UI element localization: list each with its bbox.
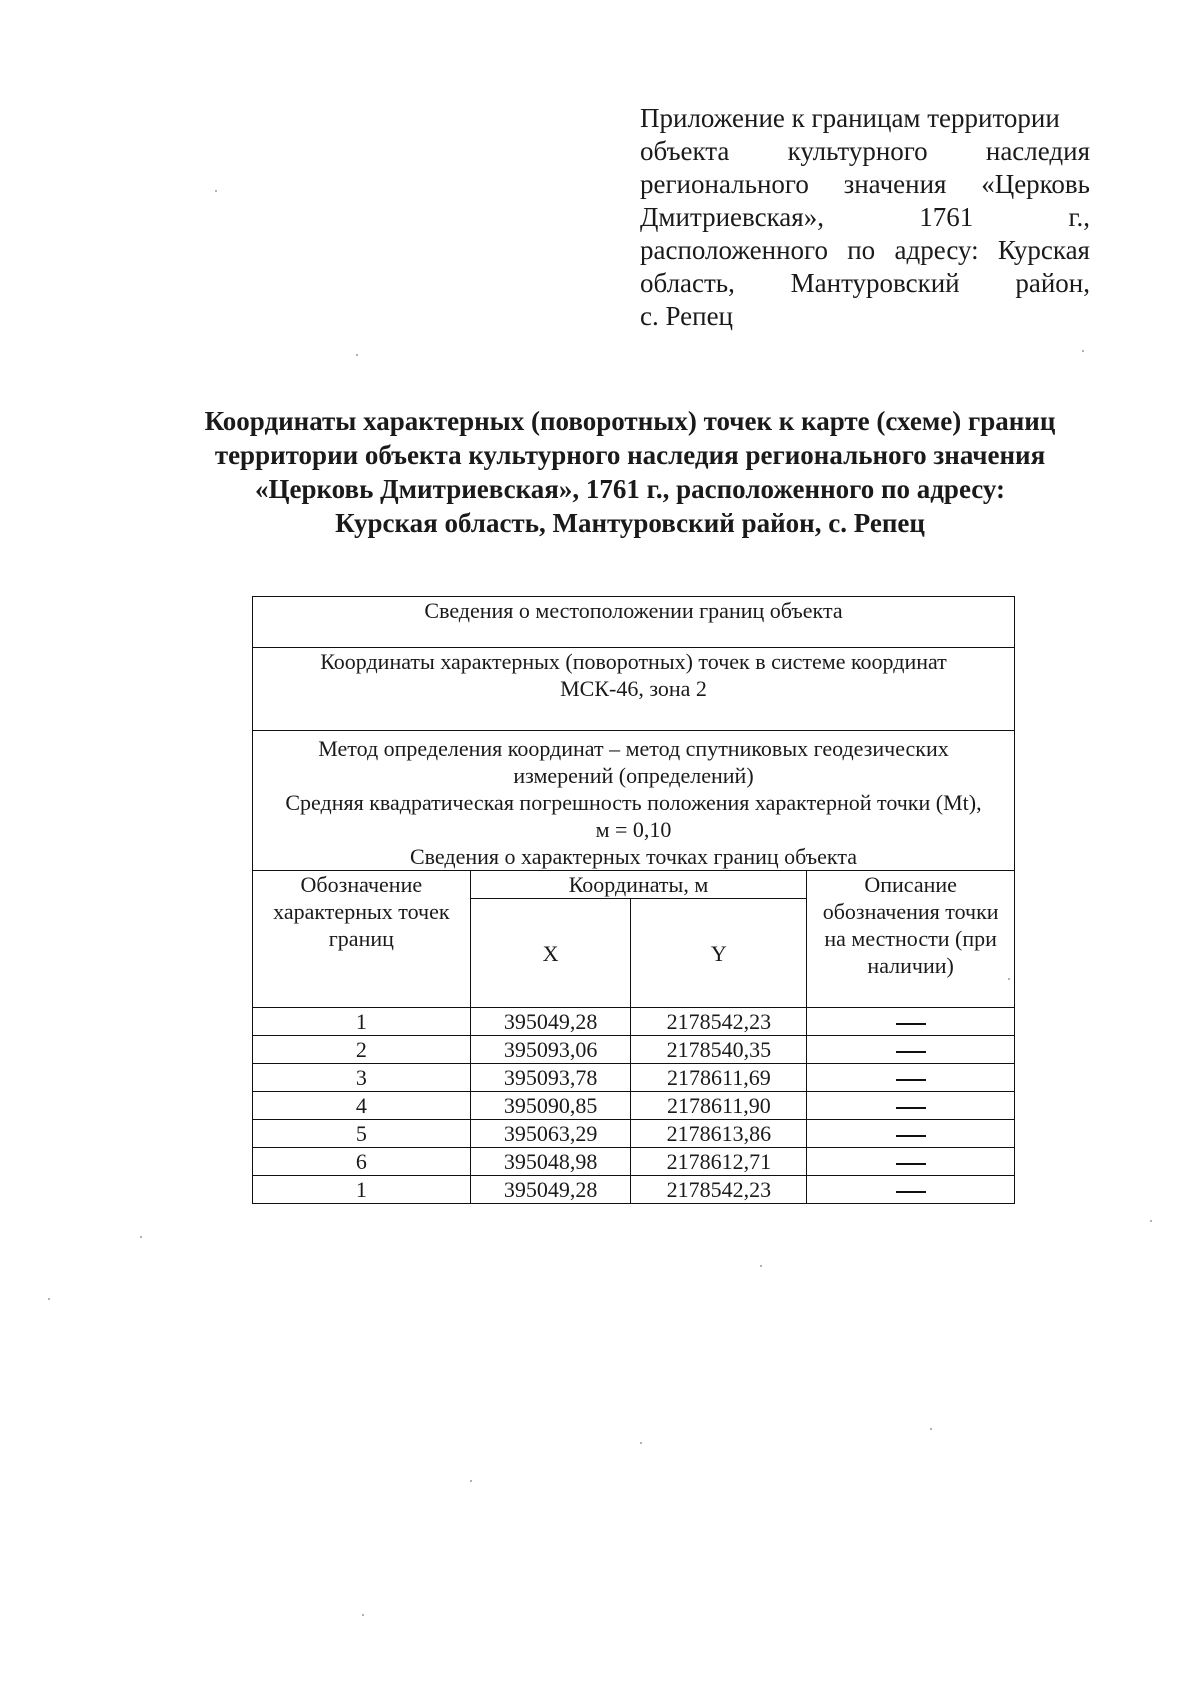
annex-word: объекта bbox=[640, 136, 730, 166]
annex-line bbox=[640, 168, 1090, 201]
accuracy-line: Средняя квадратическая погрешность положения характерной точки (Mt), м = 0,10 bbox=[285, 790, 982, 842]
annex-word: 1761 bbox=[919, 202, 974, 232]
annex-line: с. Репец bbox=[640, 301, 734, 331]
dash-mark bbox=[896, 1079, 926, 1081]
points-info-line: Сведения о характерных точках границ объекта bbox=[410, 844, 857, 869]
annex-word: Курская bbox=[997, 235, 1090, 265]
dash-mark bbox=[896, 1023, 926, 1025]
cell-y: 2178612,71 bbox=[631, 1148, 807, 1176]
cell-point: 4 bbox=[253, 1092, 471, 1120]
cell-y: 2178542,23 bbox=[631, 1008, 807, 1036]
section-header-cell: Сведения о местоположении границ объекта bbox=[253, 597, 1015, 648]
cell-point: 5 bbox=[253, 1120, 471, 1148]
cell-y: 2178613,86 bbox=[631, 1120, 807, 1148]
table-row bbox=[253, 1148, 1015, 1176]
table-row bbox=[253, 1036, 1015, 1064]
cell-desc bbox=[807, 1120, 1015, 1148]
table-row bbox=[253, 1120, 1015, 1148]
coordinates-table bbox=[252, 596, 1015, 1204]
annex-word: наследия bbox=[985, 136, 1090, 166]
title-line: «Церковь Дмитриевская», 1761 г., расположенного по адресу: bbox=[254, 474, 1006, 504]
annex-line bbox=[640, 267, 1090, 300]
annex-word: Дмитриевская», bbox=[640, 202, 824, 232]
annex-word: адресу: bbox=[894, 235, 979, 265]
annex-word: по bbox=[847, 235, 876, 265]
annex-block bbox=[640, 102, 1090, 333]
annex-word: регионального bbox=[640, 169, 809, 199]
cell-desc bbox=[807, 1036, 1015, 1064]
annex-word: культурного bbox=[787, 136, 928, 166]
annex-word: область, bbox=[640, 268, 735, 298]
annex-word: Мантуровский bbox=[790, 268, 960, 298]
table-row bbox=[253, 1064, 1015, 1092]
cell-desc bbox=[807, 1064, 1015, 1092]
dash-mark bbox=[896, 1107, 926, 1109]
cell-y: 2178542,23 bbox=[631, 1176, 807, 1204]
title-line: Курская область, Мантуровский район, с. Репец bbox=[335, 508, 925, 538]
method-cell bbox=[253, 731, 1015, 871]
cell-point: 3 bbox=[253, 1064, 471, 1092]
cell-desc bbox=[807, 1092, 1015, 1120]
annex-word: район, bbox=[1015, 268, 1090, 298]
col-header-desc: Описание обозначения точки на местности (при наличии) bbox=[807, 871, 1015, 1008]
col-header-x: X bbox=[470, 899, 631, 1008]
cell-point: 2 bbox=[253, 1036, 471, 1064]
dash-mark bbox=[896, 1163, 926, 1165]
col-header-point: Обозначение характерных точек границ bbox=[253, 871, 471, 1008]
cell-x: 395093,78 bbox=[470, 1064, 631, 1092]
cell-point: 1 bbox=[253, 1176, 471, 1204]
annex-line: Приложение к границам территории bbox=[640, 103, 1060, 133]
cell-desc bbox=[807, 1008, 1015, 1036]
cell-desc bbox=[807, 1148, 1015, 1176]
cell-x: 395049,28 bbox=[470, 1176, 631, 1204]
col-header-coords: Координаты, м bbox=[470, 871, 807, 899]
document-title bbox=[90, 404, 1170, 540]
annex-line bbox=[640, 234, 1090, 267]
annex-word: значения bbox=[843, 169, 947, 199]
cell-x: 395063,29 bbox=[470, 1120, 631, 1148]
method-line: Метод определения координат – метод спутниковых геодезических измерений (определений) bbox=[318, 736, 949, 788]
cell-x: 395093,06 bbox=[470, 1036, 631, 1064]
title-line: Координаты характерных (поворотных) точек к карте (схеме) границ bbox=[204, 406, 1056, 436]
coord-system-cell: Координаты характерных (поворотных) точек в системе координат МСК-46, зона 2 bbox=[253, 648, 1015, 731]
cell-point: 1 bbox=[253, 1008, 471, 1036]
cell-x: 395049,28 bbox=[470, 1008, 631, 1036]
dash-mark bbox=[896, 1191, 926, 1193]
annex-line bbox=[640, 201, 1090, 234]
table-row bbox=[253, 1008, 1015, 1036]
title-line: территории объекта культурного наследия регионального значения bbox=[214, 440, 1046, 470]
annex-word: «Церковь bbox=[981, 169, 1090, 199]
table-row bbox=[253, 1092, 1015, 1120]
table-row bbox=[253, 1176, 1015, 1204]
cell-x: 395048,98 bbox=[470, 1148, 631, 1176]
annex-word: расположенного bbox=[640, 235, 828, 265]
cell-y: 2178540,35 bbox=[631, 1036, 807, 1064]
dash-mark bbox=[896, 1051, 926, 1053]
cell-y: 2178611,90 bbox=[631, 1092, 807, 1120]
cell-desc bbox=[807, 1176, 1015, 1204]
dash-mark bbox=[896, 1135, 926, 1137]
annex-word: г., bbox=[1068, 202, 1090, 232]
cell-y: 2178611,69 bbox=[631, 1064, 807, 1092]
cell-x: 395090,85 bbox=[470, 1092, 631, 1120]
col-header-y: Y bbox=[631, 899, 807, 1008]
cell-point: 6 bbox=[253, 1148, 471, 1176]
annex-line bbox=[640, 135, 1090, 168]
